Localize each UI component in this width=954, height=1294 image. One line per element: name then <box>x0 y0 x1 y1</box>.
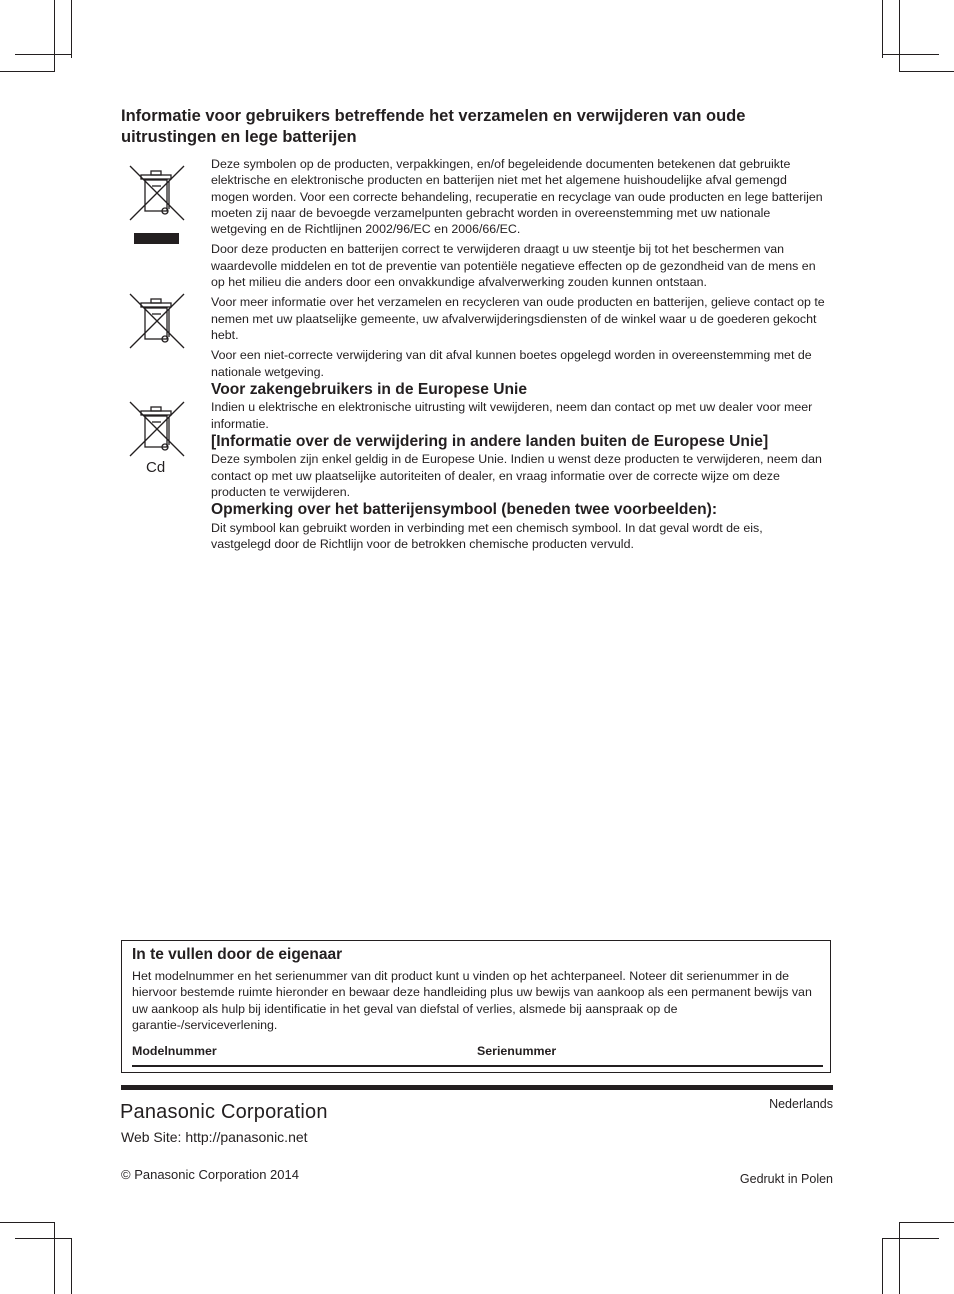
crop-mark <box>882 1238 939 1239</box>
black-bar <box>134 233 179 244</box>
owner-box-title: In te vullen door de eigenaar <box>132 946 343 963</box>
crop-mark <box>71 0 72 58</box>
brand-logo: Panasonic Corporation <box>120 1101 328 1123</box>
crossed-out-wheelie-bin-icon <box>127 399 187 459</box>
crop-mark <box>54 1222 55 1294</box>
owner-box-text: Het modelnummer en het serienummer van dit product kunt u vinden op het achterpaneel. Noteer dit serienummer in de hiervoor bestemde ruimte hieronder en bewaar deze handleiding plus uw bewijs van aankoop als een permanent bewijs van uw aankoop als hulp bij identificatie in het geval van diefstal of verlies, alsmede bij aanspraak op de garantie-/serviceverlening. <box>132 969 812 1032</box>
crossed-out-wheelie-bin-icon <box>127 291 187 351</box>
crop-mark <box>882 1238 883 1294</box>
paragraph: Deze symbolen zijn enkel geldig in de Europese Unie. Indien u wenst deze producten te verwijderen, neem dan contact op met uw plaatselijke autoriteiten of dealer, en vraag informatie over de correcte wijze om deze producten te verwijderen. <box>211 452 822 500</box>
crop-mark <box>882 54 939 55</box>
crop-mark <box>0 71 55 72</box>
language-label: Nederlands <box>769 1097 833 1111</box>
copyright: © Panasonic Corporation 2014 <box>121 1167 299 1182</box>
paragraph: Door deze producten en batterijen correct te verwijderen draagt u uw steentje bij tot het beschermen van waardevolle middelen en tot de preventie van potentiële negatieve effecten op de gezondheid van de mens en op het milieu die anders door een onvakkundige afvalverwerking zouden kunnen ontstaan. <box>211 242 816 290</box>
section-heading: Voor zakengebruikers in de Europese Unie <box>211 380 528 398</box>
crop-mark <box>899 1222 900 1294</box>
crop-mark <box>899 1222 954 1223</box>
paragraph: Dit symbool kan gebruikt worden in verbinding met een chemisch symbool. In dat geval wordt de eis, vastgelegd door de Richtlijn voor de betrokken chemische producten vervuld. <box>211 520 763 552</box>
section-heading: Opmerking over het batterijensymbool (beneden twee voorbeelden): <box>211 501 718 519</box>
page-title: Informatie voor gebruikers betreffende het verzamelen en verwijderen van oude uitrustingen en lege batterijen <box>121 107 746 146</box>
crop-mark <box>0 1222 55 1223</box>
crop-mark <box>15 54 72 55</box>
section-heading: [Informatie over de verwijdering in andere landen buiten de Europese Unie] <box>211 432 769 450</box>
printed-in-label: Gedrukt in Polen <box>739 1172 833 1186</box>
crop-mark <box>71 1238 72 1294</box>
website-link[interactable]: Web Site: http://panasonic.net <box>121 1129 308 1145</box>
fill-in-line <box>132 1065 823 1067</box>
footer-rule <box>121 1085 833 1090</box>
crop-mark <box>882 0 883 58</box>
crop-mark <box>54 0 55 72</box>
model-number-label: Modelnummer <box>132 1044 217 1058</box>
crop-mark <box>899 0 900 72</box>
chemical-symbol-label: Cd <box>146 459 166 476</box>
paragraph: Deze symbolen op de producten, verpakkingen, en/of begeleidende documenten betekenen dat gebruikte elektrische en elektronische producten en batterijen niet met het algemene huishoudelijke afval gemengd mogen worden. Voor een correcte behandeling, recuperatie en recyclage van oude producten en lege batterijen moeten zij naar de bevoegde verzamelpunten gebracht worden in overeenstemming met uw nationale wetgeving en de Richtlijnen 2002/96/EC en 2006/66/EC. <box>211 157 823 237</box>
body-text <box>211 156 825 556</box>
crop-mark <box>15 1238 72 1239</box>
crossed-out-wheelie-bin-icon <box>127 163 187 223</box>
owner-record-box <box>121 940 831 1073</box>
paragraph: Indien u elektrische en elektronische uitrusting wilt vewijderen, neem dan contact op met uw dealer voor meer informatie. <box>211 400 813 431</box>
serial-number-label: Serienummer <box>477 1044 557 1058</box>
paragraph: Voor een niet-correcte verwijdering van dit afval kunnen boetes opgelegd worden in overeenstemming met de nationale wetgeving. <box>211 348 812 379</box>
paragraph: Voor meer informatie over het verzamelen en recycleren van oude producten en batterijen, gelieve contact op te nemen met uw plaatselijke gemeente, uw afvalverwijderingsdiensten of de winkel waar u de goederen gekocht hebt. <box>211 295 825 342</box>
crop-mark <box>899 71 954 72</box>
